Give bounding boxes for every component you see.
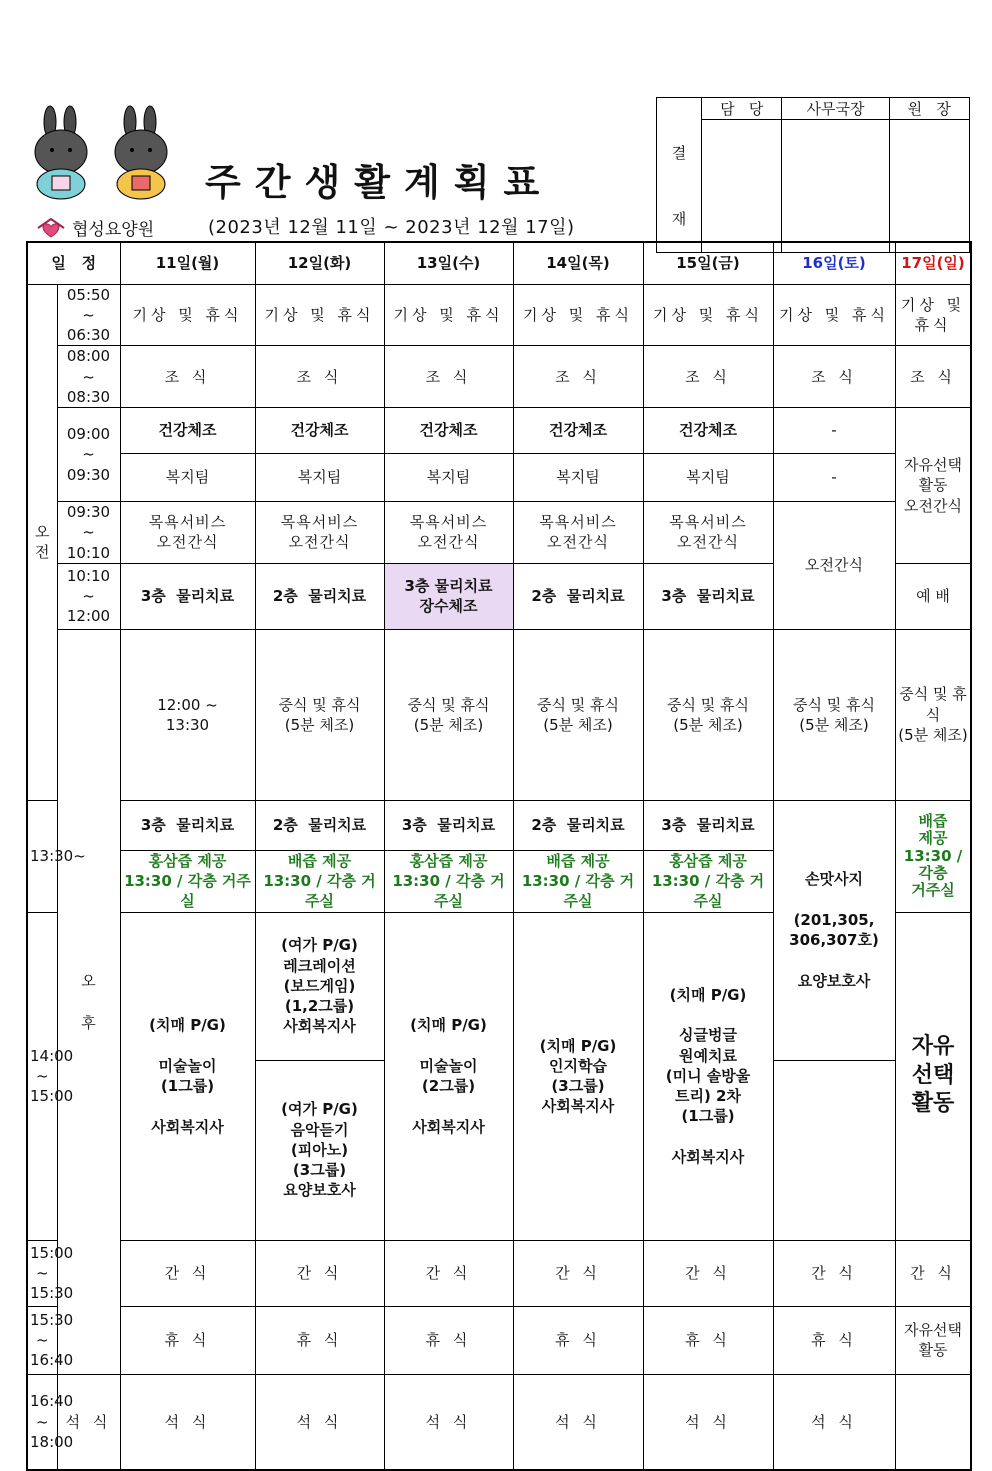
- cell-bath: 목욕서비스 오전간식: [120, 502, 255, 564]
- cell-juice: 홍삼즙 제공 13:30 / 각층 거주실: [384, 850, 513, 912]
- cell-sunday-free-am: 자유선택 활동 오전간식: [895, 408, 971, 564]
- cell-rest: 휴 식: [384, 1306, 513, 1374]
- organization: [36, 215, 154, 240]
- cell-physio: 2층 물리치료: [513, 563, 643, 629]
- cell-lunch: 중식 및 휴식 (5분 체조): [384, 629, 513, 800]
- cell-rest: 휴 식: [513, 1306, 643, 1374]
- time-slot: 14:00 ~ 15:00: [27, 912, 57, 1240]
- cell-empty: -: [773, 408, 895, 454]
- cell-exercise: 건강체조: [255, 408, 384, 454]
- cell-bath: 목욕서비스 오전간식: [255, 502, 384, 564]
- cell-saturday-massage: 손맛사지 (201,305, 306,307호) 요양보호사: [773, 800, 895, 1060]
- cell-wake: 기상 및 휴식: [384, 284, 513, 346]
- role-office-chief: 사무국장: [782, 98, 889, 120]
- cell-rest: 휴 식: [255, 1306, 384, 1374]
- cell-program-fri: (치매 P/G) 싱글벙글 원예치료 (미니 솔방울 트리) 2차 (1그룹) 사회복지사: [643, 912, 773, 1240]
- role-director: 원 장: [889, 98, 969, 120]
- cell-program-tue-2: (여가 P/G) 음악듣기 (피아노) (3그룹) 요양보호사: [255, 1060, 384, 1240]
- approval-label: [657, 98, 702, 253]
- cell-physio-longevity: 3층 물리치료 장수체조: [384, 563, 513, 629]
- cell-rest-sunday: 자유선택 활동: [895, 1306, 971, 1374]
- cell-wake: 기상 및 휴식: [255, 284, 384, 346]
- cell-breakfast: 조 식: [513, 346, 643, 408]
- cell-dinner: 석 식: [643, 1374, 773, 1470]
- header-schedule: 일 정: [27, 242, 120, 284]
- period-pm: 오 후: [57, 629, 120, 1374]
- cell-lunch: 중식 및 휴식 (5분 체조): [513, 629, 643, 800]
- time-slot: 12:00 ~ 13:30: [120, 629, 255, 800]
- cell-rest: 휴 식: [120, 1306, 255, 1374]
- time-slot: 05:50 ~ 06:30: [57, 284, 120, 346]
- period: (2023년 12월 11일 ~ 2023년 12월 17일): [208, 217, 575, 238]
- cell-wake: 기상 및 휴식: [773, 284, 895, 346]
- cell-juice: 홍삼즙 제공 13:30 / 각층 거주실: [120, 850, 255, 912]
- cell-bath: 목욕서비스 오전간식: [513, 502, 643, 564]
- time-slot: 15:30 ~ 16:40: [27, 1306, 57, 1374]
- cell-physio: 3층 물리치료: [384, 800, 513, 850]
- cell-wake: 기상 및 휴식: [643, 284, 773, 346]
- sign-director[interactable]: [889, 120, 969, 253]
- period-am: 오 전: [27, 284, 57, 800]
- cell-lunch: 중식 및 휴식 (5분 체조): [255, 629, 384, 800]
- cell-breakfast: 조 식: [895, 346, 971, 408]
- cell-program-thu: (치매 P/G) 인지학습 (3그룹) 사회복지사: [513, 912, 643, 1240]
- time-slot: 15:00 ~ 15:30: [27, 1240, 57, 1306]
- cell-physio: 2층 물리치료: [513, 800, 643, 850]
- cell-physio: 3층 물리치료: [120, 800, 255, 850]
- cell-program-tue-1: (여가 P/G) 레크레이션 (보드게임) (1,2그룹) 사회복지사: [255, 912, 384, 1060]
- cell-welfare: 복지팀: [255, 454, 384, 502]
- cell-worship: 예 배: [895, 563, 971, 629]
- cell-dinner: 석 식: [384, 1374, 513, 1470]
- cell-dinner: 석 식: [773, 1374, 895, 1470]
- cell-wake: 기상 및 휴식: [120, 284, 255, 346]
- cell-rest: 휴 식: [773, 1306, 895, 1374]
- cell-physio: 3층 물리치료: [120, 563, 255, 629]
- cell-dinner: 석 식: [57, 1374, 120, 1470]
- cell-breakfast: 조 식: [384, 346, 513, 408]
- cell-snack: 간 식: [384, 1240, 513, 1306]
- cell-program-wed: (치매 P/G) 미술놀이 (2그룹) 사회복지사: [384, 912, 513, 1240]
- heart-house-icon: [36, 217, 66, 239]
- cell-program-sun: 자유 선택 활동: [895, 912, 971, 1240]
- header-day: 15일(금): [643, 242, 773, 284]
- cell-saturday-snack: 오전간식: [773, 502, 895, 630]
- cell-snack: 간 식: [513, 1240, 643, 1306]
- cell-snack: 간 식: [120, 1240, 255, 1306]
- cell-welfare: 복지팀: [384, 454, 513, 502]
- approval-box: [656, 97, 970, 253]
- organization-name: 협성요양원: [72, 220, 155, 240]
- cell-snack: 간 식: [255, 1240, 384, 1306]
- sign-manager[interactable]: [702, 120, 782, 253]
- cell-program-mon: (치매 P/G) 미술놀이 (1그룹) 사회복지사: [120, 912, 255, 1240]
- cell-sunday-juice: 배즙 제공 13:30 / 각층 거주실: [895, 800, 971, 912]
- rabbit-mascot-left: [30, 104, 92, 200]
- approval-label-top: 결: [671, 144, 687, 162]
- cell-breakfast: 조 식: [255, 346, 384, 408]
- cell-lunch: 중식 및 휴식 (5분 체조): [895, 629, 971, 800]
- cell-physio: 2층 물리치료: [255, 563, 384, 629]
- cell-wake: 기상 및 휴식: [895, 284, 971, 346]
- header-day: 13일(수): [384, 242, 513, 284]
- header-day: 12일(화): [255, 242, 384, 284]
- rabbit-mascot-right: [110, 104, 172, 200]
- header-day: 14일(목): [513, 242, 643, 284]
- cell-welfare: 복지팀: [120, 454, 255, 502]
- cell-bath: 목욕서비스 오전간식: [643, 502, 773, 564]
- time-slot: 08:00 ~ 08:30: [57, 346, 120, 408]
- cell-exercise: 건강체조: [120, 408, 255, 454]
- cell-snack: 간 식: [773, 1240, 895, 1306]
- cell-welfare: 복지팀: [513, 454, 643, 502]
- time-slot: 09:00 ~ 09:30: [57, 408, 120, 502]
- header-day-sunday: 17일(일): [895, 242, 971, 284]
- cell-bath: 목욕서비스 오전간식: [384, 502, 513, 564]
- cell-snack: 간 식: [895, 1240, 971, 1306]
- time-slot: 16:40 ~ 18:00: [27, 1374, 57, 1470]
- cell-dinner: 석 식: [120, 1374, 255, 1470]
- cell-exercise: 건강체조: [643, 408, 773, 454]
- cell-snack: 간 식: [643, 1240, 773, 1306]
- cell-welfare: 복지팀: [643, 454, 773, 502]
- cell-breakfast: 조 식: [643, 346, 773, 408]
- header-day: 11일(월): [120, 242, 255, 284]
- cell-juice: 배즙 제공 13:30 / 각층 거주실: [255, 850, 384, 912]
- header-day-saturday: 16일(토): [773, 242, 895, 284]
- cell-rest: 휴 식: [643, 1306, 773, 1374]
- cell-juice: 배즙 제공 13:30 / 각층 거주실: [513, 850, 643, 912]
- cell-breakfast: 조 식: [120, 346, 255, 408]
- time-slot: 13:30~: [27, 800, 57, 912]
- cell-dinner: 석 식: [513, 1374, 643, 1470]
- schedule-table: [26, 241, 972, 1471]
- cell-dinner: 석 식: [255, 1374, 384, 1470]
- cell-juice: 홍삼즙 제공 13:30 / 각층 거주실: [643, 850, 773, 912]
- approval-label-bottom: 재: [671, 210, 687, 228]
- cell-physio: 2층 물리치료: [255, 800, 384, 850]
- cell-lunch: 중식 및 휴식 (5분 체조): [773, 629, 895, 800]
- cell-exercise: 건강체조: [384, 408, 513, 454]
- cell-physio: 3층 물리치료: [643, 800, 773, 850]
- page-title: 주간생활계획표: [205, 161, 554, 204]
- cell-exercise: 건강체조: [513, 408, 643, 454]
- time-slot: 09:30 ~ 10:10: [57, 502, 120, 564]
- cell-breakfast: 조 식: [773, 346, 895, 408]
- cell-empty: -: [773, 454, 895, 502]
- cell-wake: 기상 및 휴식: [513, 284, 643, 346]
- cell-lunch: 중식 및 휴식 (5분 체조): [643, 629, 773, 800]
- sign-office-chief[interactable]: [782, 120, 889, 253]
- time-slot: 10:10 ~ 12:00: [57, 563, 120, 629]
- role-manager: 담 당: [702, 98, 782, 120]
- cell-physio: 3층 물리치료: [643, 563, 773, 629]
